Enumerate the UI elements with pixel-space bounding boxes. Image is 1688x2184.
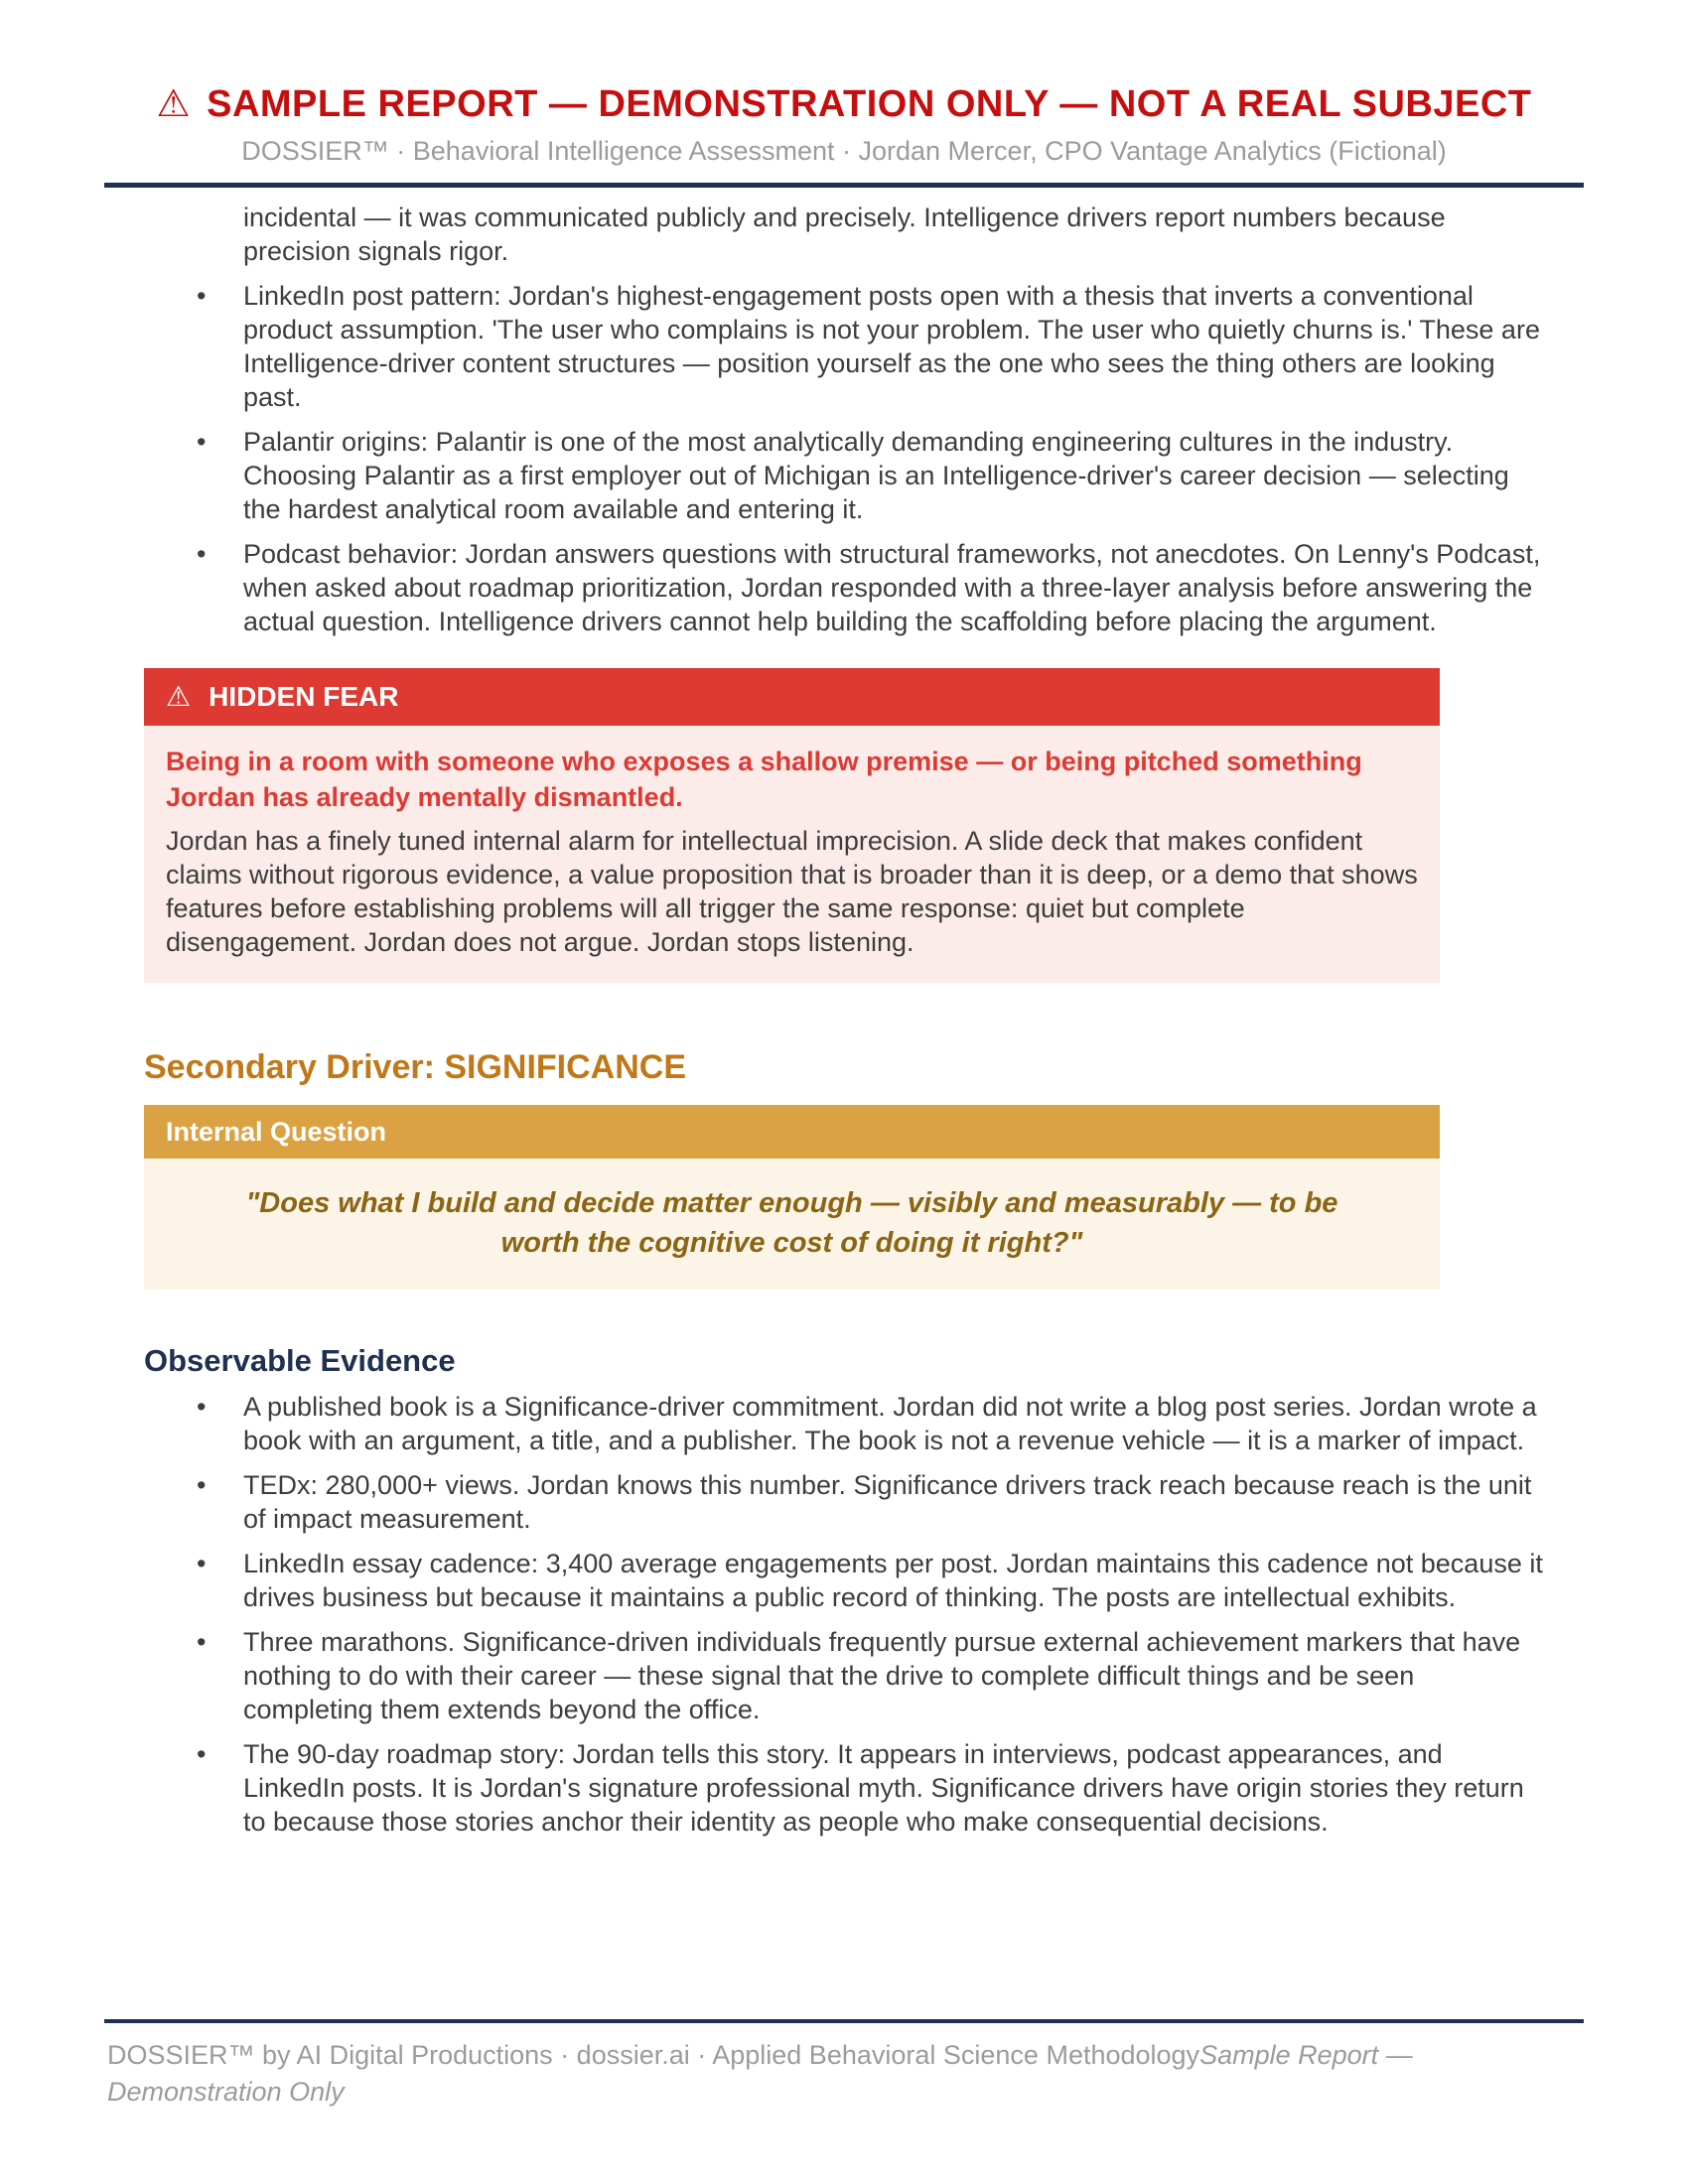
document-footer <box>104 2019 1584 2111</box>
hidden-fear-title: HIDDEN FEAR <box>209 681 399 712</box>
secondary-driver-heading: Secondary Driver: SIGNIFICANCE <box>144 1048 687 1086</box>
observable-evidence-heading: Observable Evidence <box>144 1343 456 1378</box>
continuation-paragraph: incidental — it was communicated publicly and precisely. Intelligence drivers report numbers because precision signals rigor. <box>243 203 1446 266</box>
footer-text <box>107 2037 1584 2111</box>
hidden-fear-lead: Being in a room with someone who exposes a shallow premise — or being pitched something Jordan has already mentally dismantled. <box>166 747 1362 812</box>
list-item: • Podcast behavior: Jordan answers questions with structural frameworks, not anecdotes. On Lenny's Podcast, when asked about roadmap prioritization, Jordan responded with a three-layer analysis before answering the actual question. Intelligence drivers cannot help building the scaffolding before placing the argument. <box>243 537 1544 638</box>
list-item: • The 90-day roadmap story: Jordan tells this story. It appears in interviews, podcast appearances, and LinkedIn posts. It is Jordan's signature professional myth. Significance drivers have origin stories they return to because those stories anchor their identity as people who make consequential decisions. <box>243 1737 1544 1839</box>
list-item: • LinkedIn post pattern: Jordan's highest-engagement posts open with a thesis that inverts a conventional product assumption. 'The user who complains is not your problem. The user who quietly churns is.' These are Intelligence-driver content structures — position yourself as the one who sees the thing others are looking past. <box>243 279 1544 414</box>
document-header <box>104 0 1584 188</box>
list-item: • TEDx: 280,000+ views. Jordan knows this number. Significance drivers track reach because reach is the unit of impact measurement. <box>243 1468 1544 1536</box>
internal-question-body <box>144 1159 1440 1290</box>
list-item: • Palantir origins: Palantir is one of the most analytically demanding engineering cultures in the industry. Choosing Palantir as a first employer out of Michigan is an Intelligence-driver's career decision — selecting the hardest analytical room available and entering it. <box>243 425 1544 526</box>
sample-warning-text: SAMPLE REPORT — DEMONSTRATION ONLY — NOT A REAL SUBJECT <box>207 83 1532 125</box>
footer-brand-line: DOSSIER™ by AI Digital Productions · dossier.ai · Applied Behavioral Science Methodology <box>107 2040 1200 2070</box>
internal-question-quote: "Does what I build and decide matter enough — visibly and measurably — to be worth the cognitive cost of doing it right?" <box>245 1187 1338 1259</box>
intelligence-driver-evidence-section <box>104 201 1584 638</box>
observable-evidence-list <box>104 1390 1584 1839</box>
list-item: • Three marathons. Significance-driven individuals frequently pursue external achievement markers that have nothing to do with their career — these signal that the drive to complete difficult things and be seen completing them extends beyond the office. <box>243 1625 1544 1726</box>
list-item: • LinkedIn essay cadence: 3,400 average engagements per post. Jordan maintains this cadence not because it drives business but because it maintains a public record of thinking. The posts are intellectual exhibits. <box>243 1547 1544 1614</box>
footer-sample-note: Sample Report — Demonstration Only <box>107 2040 1413 2107</box>
warning-triangle-icon: ⚠ <box>156 83 192 125</box>
hidden-fear-description: Jordan has a finely tuned internal alarm for intellectual imprecision. A slide deck that makes confident claims without rigorous evidence, a value proposition that is broader than it is deep, or a demo that shows features before establishing problems will all trigger the same response: quiet but complete disengagement. Jordan does not argue. Jordan stops listening. <box>166 826 1418 957</box>
sample-warning-title <box>104 81 1584 126</box>
hidden-fear-callout <box>144 668 1440 983</box>
internal-question-header-bar: Internal Question <box>144 1105 1440 1159</box>
header-rule <box>104 183 1584 188</box>
evidence-bullet-list <box>104 279 1584 638</box>
footer-rule <box>104 2019 1584 2023</box>
document-meta-line: DOSSIER™ · Behavioral Intelligence Assessment · Jordan Mercer, CPO Vantage Analytics (Fictional) <box>241 136 1447 166</box>
internal-question-callout <box>144 1105 1440 1290</box>
hidden-fear-body <box>144 726 1440 983</box>
warning-triangle-icon: ⚠ <box>166 681 192 712</box>
hidden-fear-header-bar <box>144 668 1440 726</box>
list-item: • A published book is a Significance-driver commitment. Jordan did not write a blog post series. Jordan wrote a book with an argument, a title, and a publisher. The book is not a revenue vehicle — it is a marker of impact. <box>243 1390 1544 1457</box>
